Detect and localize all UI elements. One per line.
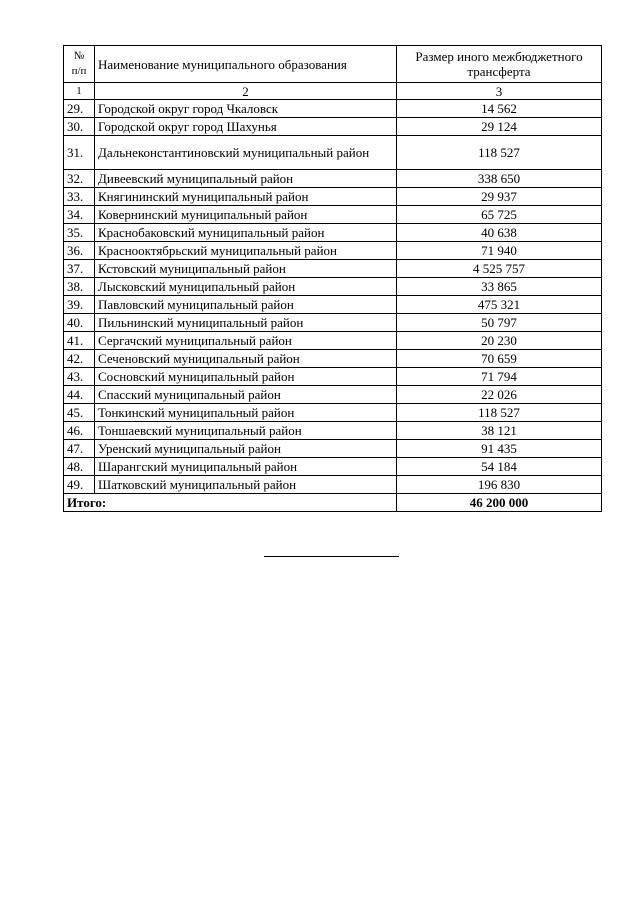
- row-name: Сосновский муниципальный район: [95, 368, 397, 386]
- row-name: Княгининский муниципальный район: [95, 188, 397, 206]
- row-name: Кстовский муниципальный район: [95, 260, 397, 278]
- column-index-1: 1: [64, 83, 95, 100]
- row-number: 31.: [64, 136, 95, 170]
- row-name: Спасский муниципальный район: [95, 386, 397, 404]
- table-row: [64, 386, 602, 404]
- row-name: Лысковский муниципальный район: [95, 278, 397, 296]
- row-amount: 71 794: [397, 368, 602, 386]
- row-amount: 65 725: [397, 206, 602, 224]
- row-amount: 91 435: [397, 440, 602, 458]
- row-amount: 40 638: [397, 224, 602, 242]
- row-number: 30.: [64, 118, 95, 136]
- table-row: [64, 368, 602, 386]
- row-name: Сеченовский муниципальный район: [95, 350, 397, 368]
- row-name: Уренский муниципальный район: [95, 440, 397, 458]
- row-name: Тоншаевский муниципальный район: [95, 422, 397, 440]
- header-amount: Размер иного межбюджетного трансферта: [397, 46, 602, 83]
- table-row: [64, 118, 602, 136]
- row-number: 34.: [64, 206, 95, 224]
- table-row: [64, 404, 602, 422]
- row-amount: 14 562: [397, 100, 602, 118]
- row-name: Шарангский муниципальный район: [95, 458, 397, 476]
- row-number: 46.: [64, 422, 95, 440]
- table-row: [64, 206, 602, 224]
- row-amount: 338 650: [397, 170, 602, 188]
- table-row: [64, 350, 602, 368]
- row-number: 35.: [64, 224, 95, 242]
- table-row: [64, 188, 602, 206]
- total-label: Итого:: [64, 494, 397, 512]
- row-number: 47.: [64, 440, 95, 458]
- table-row: [64, 170, 602, 188]
- row-name: Городской округ город Шахунья: [95, 118, 397, 136]
- row-number: 44.: [64, 386, 95, 404]
- row-number: 29.: [64, 100, 95, 118]
- row-name: Дальнеконстантиновский муниципальный район: [95, 136, 397, 170]
- table-row: [64, 100, 602, 118]
- row-number: 36.: [64, 242, 95, 260]
- table-row: [64, 314, 602, 332]
- row-amount: 38 121: [397, 422, 602, 440]
- row-name: Краснооктябрьский муниципальный район: [95, 242, 397, 260]
- column-index-2: 2: [95, 83, 397, 100]
- table-row: [64, 422, 602, 440]
- row-name: Сергачский муниципальный район: [95, 332, 397, 350]
- transfers-table: [63, 45, 602, 512]
- row-number: 37.: [64, 260, 95, 278]
- row-number: 32.: [64, 170, 95, 188]
- table-row: [64, 224, 602, 242]
- row-amount: 475 321: [397, 296, 602, 314]
- row-amount: 50 797: [397, 314, 602, 332]
- row-amount: 20 230: [397, 332, 602, 350]
- row-amount: 118 527: [397, 404, 602, 422]
- table-row: [64, 332, 602, 350]
- row-number: 39.: [64, 296, 95, 314]
- row-number: 43.: [64, 368, 95, 386]
- row-number: 41.: [64, 332, 95, 350]
- header-number-text: № п/п: [71, 50, 87, 77]
- row-number: 49.: [64, 476, 95, 494]
- table-row: [64, 260, 602, 278]
- row-name: Пильнинский муниципальный район: [95, 314, 397, 332]
- row-name: Павловский муниципальный район: [95, 296, 397, 314]
- row-name: Городской округ город Чкаловск: [95, 100, 397, 118]
- row-name: Шатковский муниципальный район: [95, 476, 397, 494]
- row-name: Тонкинский муниципальный район: [95, 404, 397, 422]
- row-amount: 22 026: [397, 386, 602, 404]
- row-name: Дивеевский муниципальный район: [95, 170, 397, 188]
- row-number: 40.: [64, 314, 95, 332]
- row-number: 38.: [64, 278, 95, 296]
- table-row: [64, 278, 602, 296]
- table-row: [64, 476, 602, 494]
- row-amount: 71 940: [397, 242, 602, 260]
- column-index-3: 3: [397, 83, 602, 100]
- table-body: [64, 100, 602, 494]
- total-amount: 46 200 000: [397, 494, 602, 512]
- footer-divider: [264, 556, 399, 557]
- row-amount: 33 865: [397, 278, 602, 296]
- row-amount: 54 184: [397, 458, 602, 476]
- table-row: [64, 296, 602, 314]
- row-number: 45.: [64, 404, 95, 422]
- table-row: [64, 440, 602, 458]
- row-amount: 70 659: [397, 350, 602, 368]
- table-row: [64, 458, 602, 476]
- row-number: 33.: [64, 188, 95, 206]
- row-name: Ковернинский муниципальный район: [95, 206, 397, 224]
- row-number: 48.: [64, 458, 95, 476]
- header-name: Наименование муниципального образования: [95, 46, 397, 83]
- row-amount: 196 830: [397, 476, 602, 494]
- row-amount: 118 527: [397, 136, 602, 170]
- table-row: [64, 136, 602, 170]
- row-number: 42.: [64, 350, 95, 368]
- table-row: [64, 242, 602, 260]
- table-header-row: [64, 46, 602, 83]
- header-number: [64, 46, 95, 83]
- column-index-row: [64, 83, 602, 100]
- row-name: Краснобаковский муниципальный район: [95, 224, 397, 242]
- row-amount: 29 937: [397, 188, 602, 206]
- row-amount: 4 525 757: [397, 260, 602, 278]
- row-amount: 29 124: [397, 118, 602, 136]
- total-row: [64, 494, 602, 512]
